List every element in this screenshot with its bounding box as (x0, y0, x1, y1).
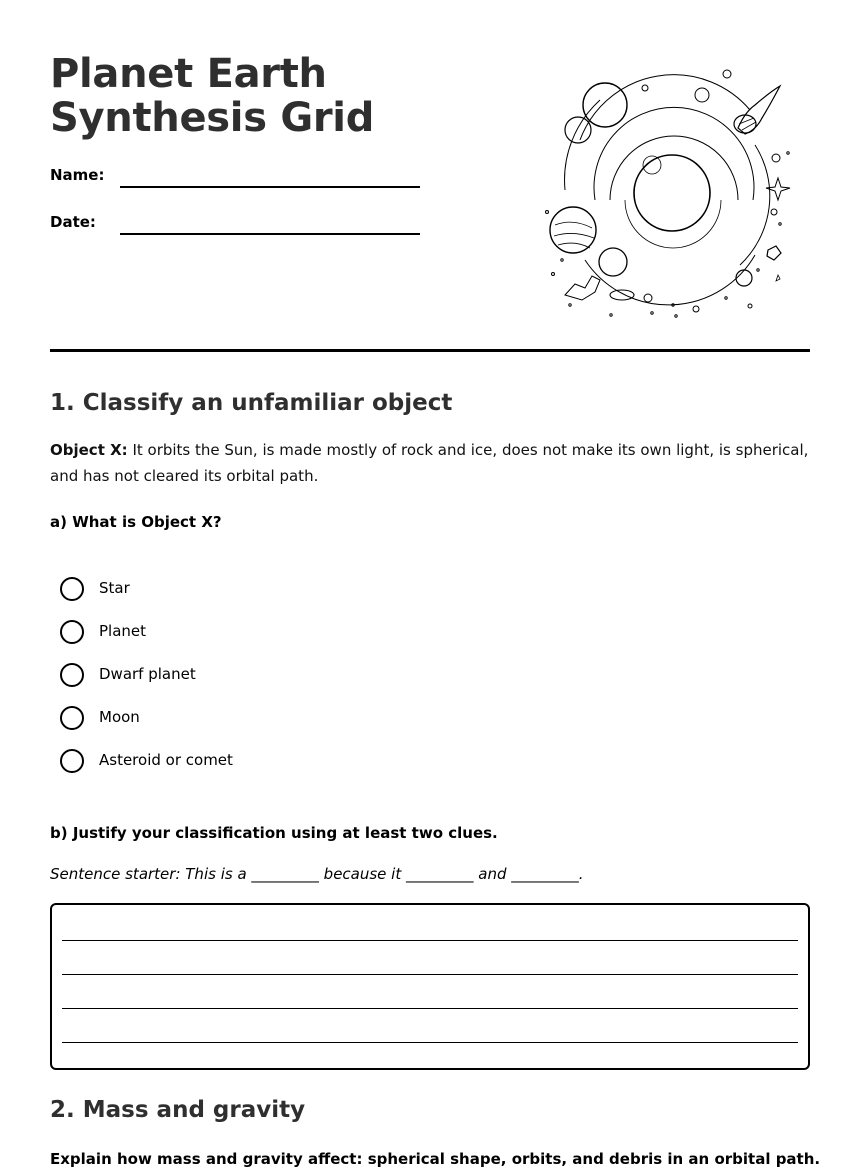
page-title: Planet Earth Synthesis Grid (50, 51, 375, 141)
solar-system-illustration-icon (540, 60, 800, 325)
answer-line (62, 940, 798, 941)
option-label: Moon (99, 708, 140, 726)
radio-circle[interactable] (60, 663, 84, 687)
radio-circle[interactable] (60, 749, 84, 773)
radio-circle[interactable] (60, 577, 84, 601)
name-label: Name: (50, 166, 105, 184)
section-2-prompt: Explain how mass and gravity affect: spherical shape, orbits, and debris in an orbital path. (50, 1150, 821, 1168)
sentence-starter: Sentence starter: This is a _________ because it _________ and _________. (50, 865, 584, 883)
object-label: Object X: (50, 441, 128, 459)
option-label: Dwarf planet (99, 665, 196, 683)
object-text: It orbits the Sun, is made mostly of rock and ice, does not make its own light, is spherical, and has not cleared its orbital path. (50, 441, 809, 485)
option-label: Asteroid or comet (99, 751, 233, 769)
date-input-line[interactable] (120, 233, 420, 235)
object-description (50, 437, 815, 489)
justification-answer-box[interactable] (50, 903, 810, 1070)
date-label: Date: (50, 213, 96, 231)
radio-circle[interactable] (60, 620, 84, 644)
date-field (50, 213, 430, 243)
answer-line (62, 974, 798, 975)
option-label: Planet (99, 622, 147, 640)
answer-line (62, 1008, 798, 1009)
option-label: Star (99, 579, 130, 597)
question-b: b) Justify your classification using at least two clues. (50, 824, 498, 842)
name-input-line[interactable] (120, 186, 420, 188)
header-divider (50, 349, 810, 352)
radio-circle[interactable] (60, 706, 84, 730)
section-1-heading: 1. Classify an unfamiliar object (50, 390, 453, 416)
answer-line (62, 1042, 798, 1043)
question-a: a) What is Object X? (50, 513, 222, 531)
name-field (50, 166, 430, 196)
section-2-heading: 2. Mass and gravity (50, 1097, 306, 1123)
